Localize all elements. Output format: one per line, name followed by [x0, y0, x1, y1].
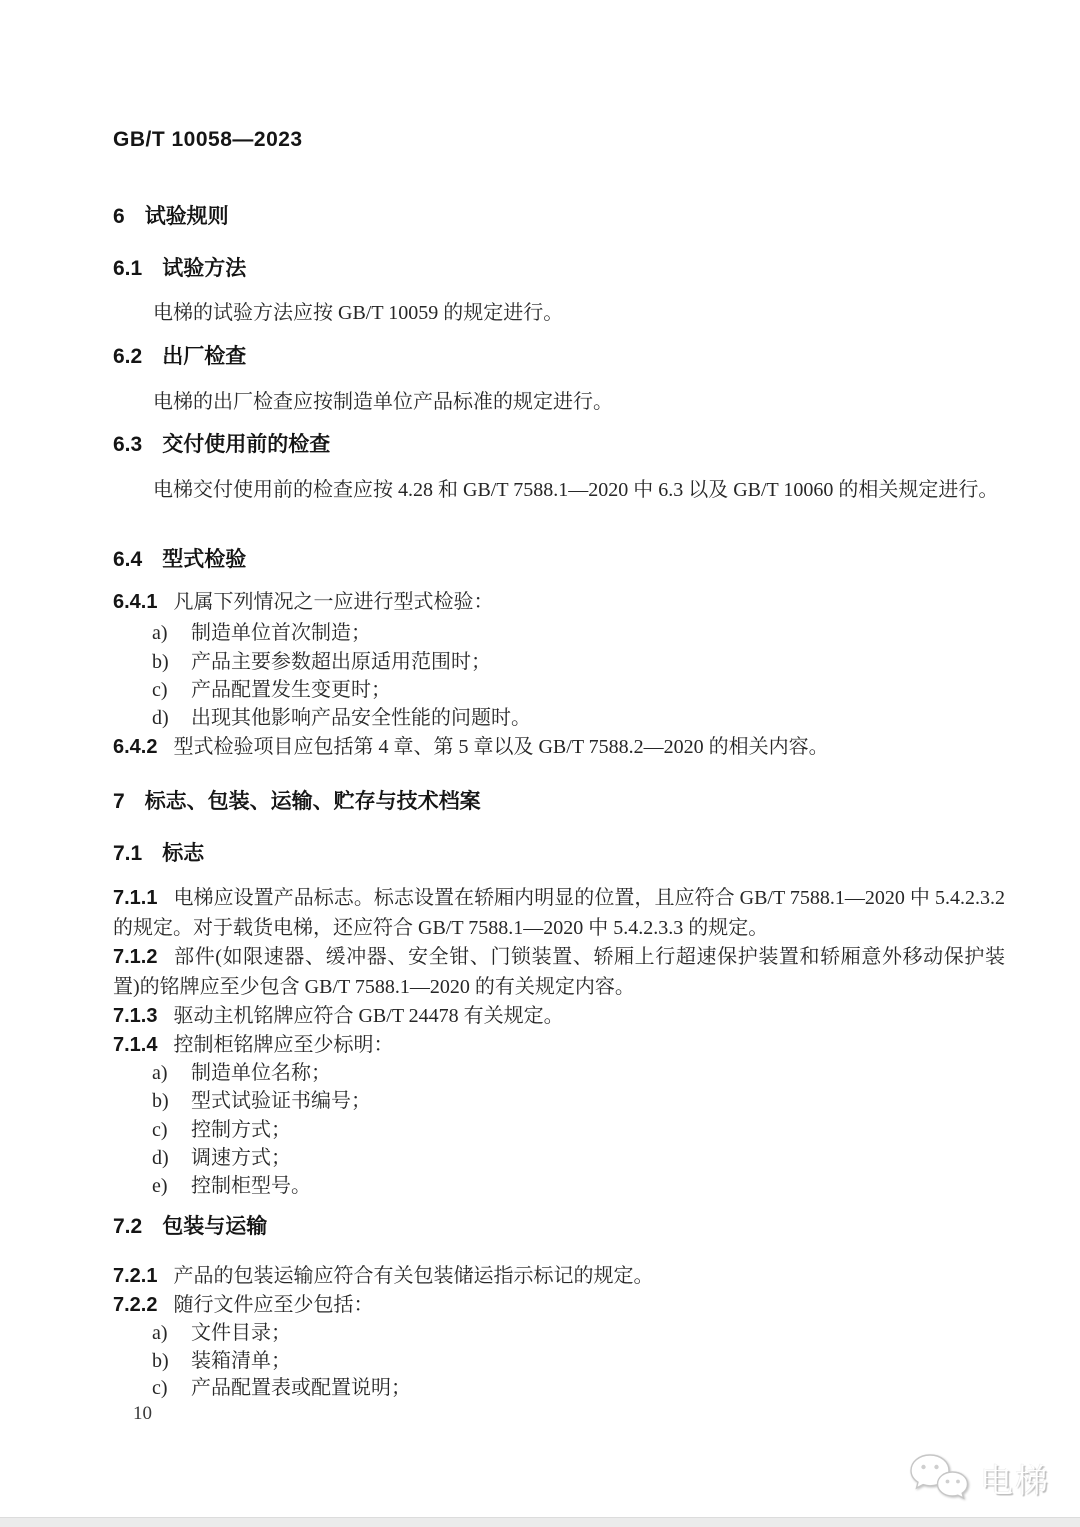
clause-7-1-3-number: 7.1.3	[113, 1005, 158, 1027]
wechat-watermark	[908, 1450, 1050, 1506]
list-item	[152, 648, 1002, 676]
clause-7-2-1	[113, 1261, 1005, 1291]
list-item-text: 调速方式；	[191, 1147, 291, 1169]
list-item-text: 产品配置表或配置说明；	[191, 1377, 411, 1399]
list-item-text: 装箱清单；	[191, 1350, 291, 1372]
section-6-1-title: 试验方法	[162, 257, 247, 280]
list-item	[152, 1116, 1002, 1144]
watermark-label: 电梯	[980, 1461, 1050, 1499]
clause-7-1-4-body: 控制柜铭牌应至少标明：	[173, 1034, 394, 1056]
section-7-title: 标志、包装、运输、贮存与技术档案	[144, 790, 481, 813]
list-item-label: d)	[152, 1147, 169, 1169]
clause-7-1-1-number: 7.1.1	[113, 887, 158, 909]
section-6-1-body: 电梯的试验方法应按 GB/T 10059 的规定进行。	[153, 302, 564, 324]
section-6-2-number: 6.2	[113, 345, 143, 368]
clause-7-2-2	[113, 1290, 1005, 1320]
list-item-label: d)	[152, 707, 169, 729]
section-6-1-heading	[113, 256, 1005, 282]
section-6-2-body: 电梯的出厂检查应按制造单位产品标准的规定进行。	[153, 391, 613, 413]
standard-number: GB/T 10058—2023	[113, 128, 303, 151]
list-item	[152, 619, 1002, 647]
clause-6-4-2-number: 6.4.2	[113, 736, 158, 758]
list-item	[152, 1059, 1002, 1087]
section-6-2-heading	[113, 344, 1005, 370]
section-6-2-title: 出厂检查	[162, 345, 247, 368]
section-7-2-heading	[113, 1214, 1005, 1240]
list-item-text: 控制柜型号。	[191, 1175, 311, 1197]
clause-7-1-2-body: 部件(如限速器、缓冲器、安全钳、门锁装置、轿厢上行超速保护装置和轿厢意外移动保护装置)的铭牌应至少包含 GB/T 7588.1—2020 的有关规定内容。	[113, 946, 1005, 998]
page-bottom-edge	[0, 1517, 1080, 1527]
clause-7-2-2-body: 随行文件应至少包括：	[173, 1294, 374, 1316]
clause-7-1-1-body: 电梯应设置产品标志。标志设置在轿厢内明显的位置，且应符合 GB/T 7588.1—2020 中 5.4.2.3.2 的规定。对于载货电梯，还应符合 GB/T 7588.1—2020 中 5.4.2.3.3 的规定。	[113, 887, 1005, 939]
list-item-text: 产品主要参数超出原适用范围时；	[191, 651, 491, 673]
list-item-label: b)	[152, 1090, 169, 1112]
list-item	[152, 1319, 1002, 1347]
section-6-heading	[113, 204, 1005, 230]
list-item-text: 产品配置发生变更时；	[191, 679, 391, 701]
section-7-1-number: 7.1	[113, 842, 143, 865]
clause-7-1-2	[113, 942, 1005, 1002]
section-6-3-body: 电梯交付使用前的检查应按 4.28 和 GB/T 7588.1—2020 中 6.3 以及 GB/T 10060 的相关规定进行。	[153, 479, 999, 501]
section-7-1-title: 标志	[162, 842, 205, 865]
list-item	[152, 1144, 1002, 1172]
wechat-icon	[908, 1452, 970, 1504]
list-item	[152, 1172, 1002, 1200]
clause-7-1-1	[113, 883, 1005, 943]
list-item	[152, 704, 1002, 732]
clause-7-2-1-number: 7.2.1	[113, 1265, 158, 1287]
list-item-label: a)	[152, 1322, 168, 1344]
section-7-number: 7	[113, 790, 125, 813]
section-6-4-title: 型式检验	[162, 548, 247, 571]
list-item-label: c)	[152, 679, 168, 701]
clause-7-2-1-body: 产品的包装运输应符合有关包装储运指示标记的规定。	[173, 1265, 654, 1287]
section-6-3-heading	[113, 432, 1005, 458]
section-7-1-heading	[113, 841, 1005, 867]
section-6-3-number: 6.3	[113, 433, 143, 456]
list-item-text: 出现其他影响产品安全性能的问题时。	[191, 707, 531, 729]
clause-6-4-1-number: 6.4.1	[113, 591, 158, 613]
section-7-heading	[113, 789, 1005, 815]
section-6-3-title: 交付使用前的检查	[162, 433, 331, 456]
page-number: 10	[133, 1403, 152, 1424]
section-6-4-heading	[113, 547, 1005, 573]
clause-6-4-1	[113, 587, 1005, 617]
clause-6-4-2	[113, 732, 1005, 762]
clause-7-1-2-number: 7.1.2	[113, 946, 158, 968]
list-item-text: 制造单位名称；	[191, 1062, 331, 1084]
section-6-4-number: 6.4	[113, 548, 143, 571]
list-item-text: 型式试验证书编号；	[191, 1090, 371, 1112]
list-item-label: a)	[152, 1062, 168, 1084]
clause-7-1-3	[113, 1001, 1005, 1031]
list-item	[152, 676, 1002, 704]
list-item-label: c)	[152, 1377, 168, 1399]
clause-7-1-3-body: 驱动主机铭牌应符合 GB/T 24478 有关规定。	[173, 1005, 564, 1027]
list-item-label: a)	[152, 622, 168, 644]
clause-6-4-2-body: 型式检验项目应包括第 4 章、第 5 章以及 GB/T 7588.2—2020 的相关内容。	[173, 736, 829, 758]
list-item	[152, 1374, 1002, 1402]
section-6-title: 试验规则	[144, 205, 229, 228]
section-7-2-title: 包装与运输	[162, 1215, 268, 1238]
clause-6-4-1-body: 凡属下列情况之一应进行型式检验：	[173, 591, 494, 613]
list-item-label: e)	[152, 1175, 168, 1197]
clause-7-2-2-number: 7.2.2	[113, 1294, 158, 1316]
list-item-label: b)	[152, 651, 169, 673]
clause-7-1-4-number: 7.1.4	[113, 1034, 158, 1056]
section-6-1-number: 6.1	[113, 257, 143, 280]
list-item-text: 控制方式；	[191, 1119, 291, 1141]
list-item-label: b)	[152, 1350, 169, 1372]
clause-7-1-4	[113, 1030, 1005, 1060]
list-item	[152, 1347, 1002, 1375]
list-item	[152, 1087, 1002, 1115]
section-7-2-number: 7.2	[113, 1215, 143, 1238]
list-item-text: 文件目录；	[191, 1322, 291, 1344]
list-item-text: 制造单位首次制造；	[191, 622, 371, 644]
list-item-label: c)	[152, 1119, 168, 1141]
section-6-number: 6	[113, 205, 125, 228]
